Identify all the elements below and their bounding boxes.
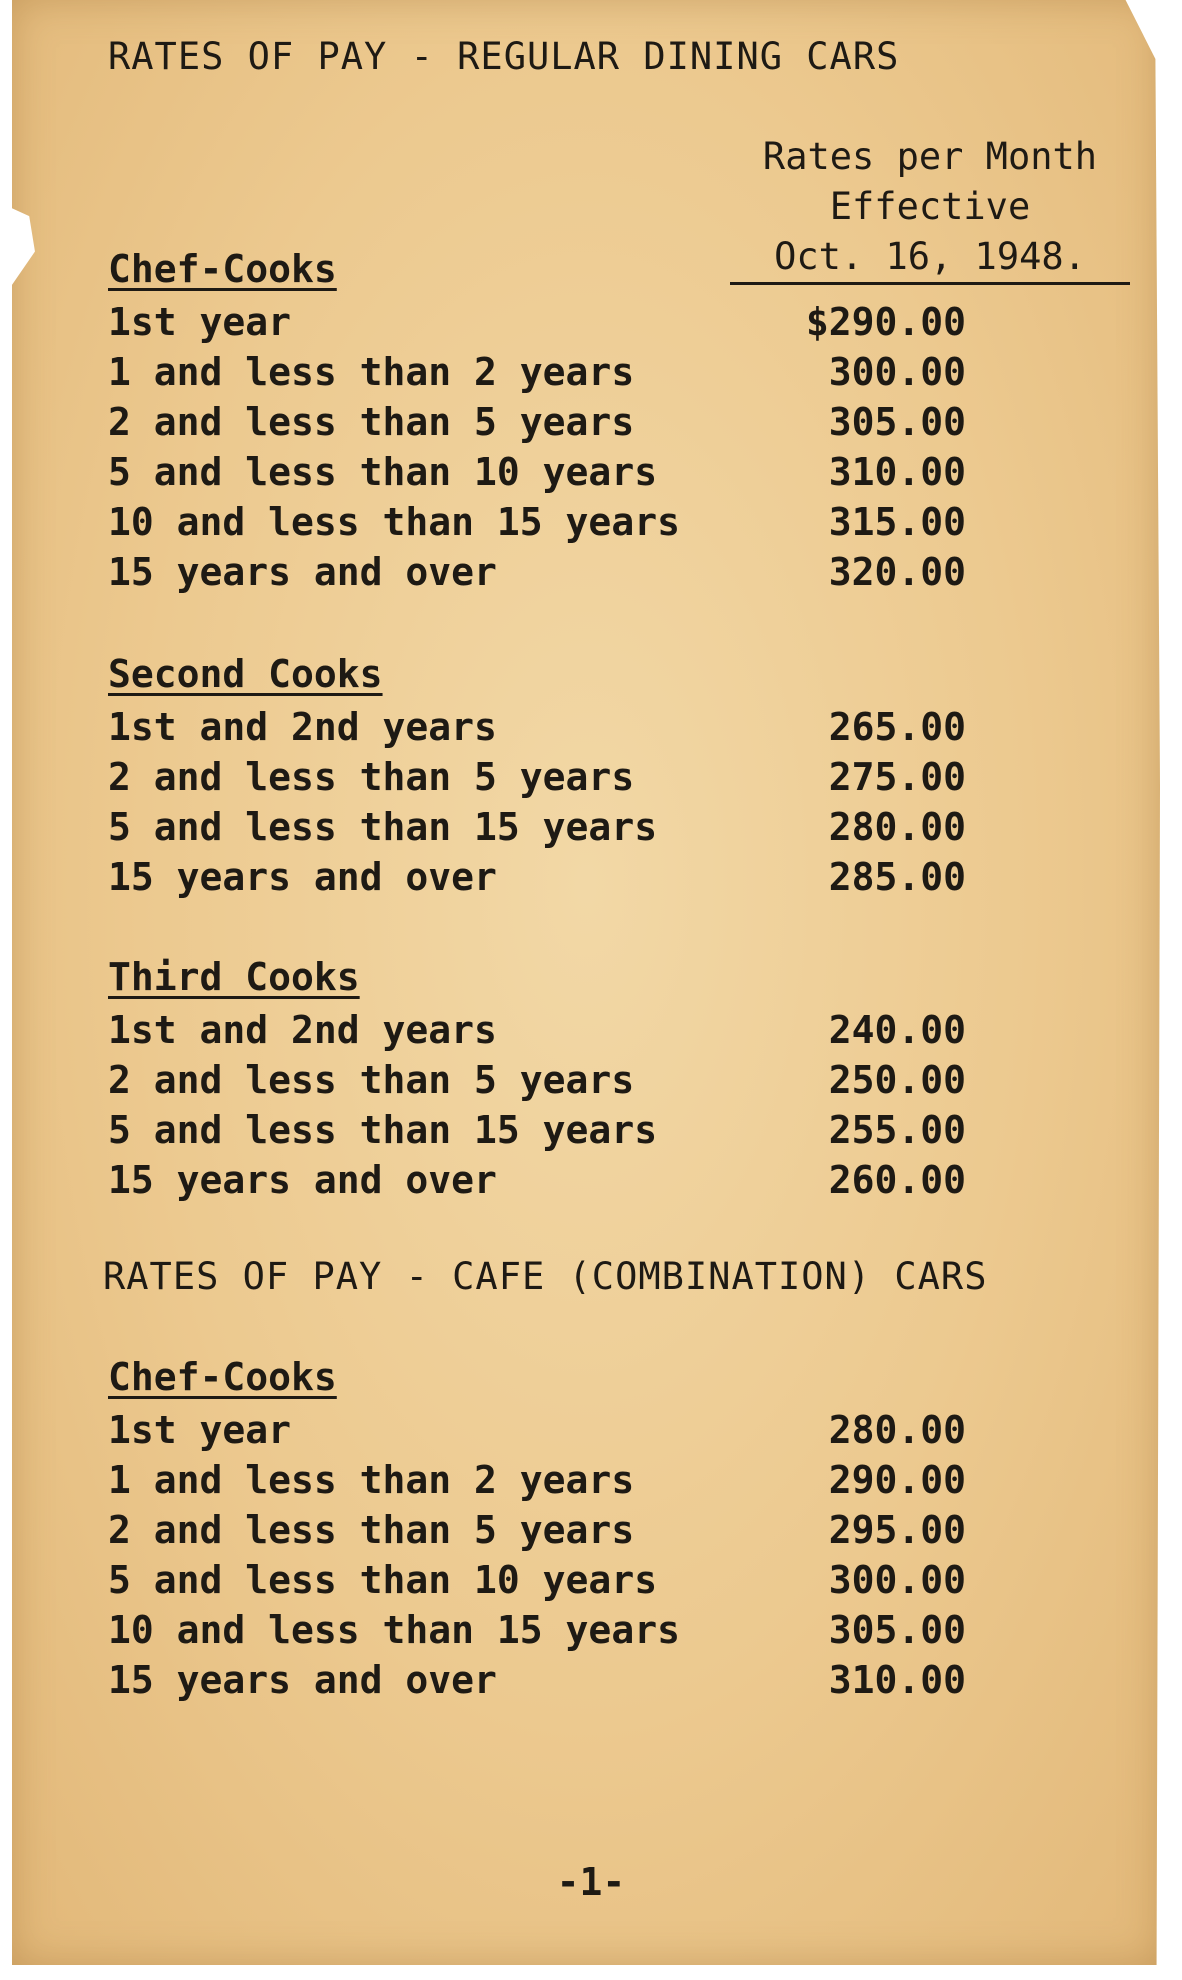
table-row bbox=[108, 1408, 1008, 1458]
table-row bbox=[108, 705, 1008, 755]
section-title-third-cooks: Third Cooks bbox=[108, 955, 360, 999]
table-row bbox=[108, 1508, 1008, 1558]
table-row bbox=[108, 1108, 1008, 1158]
table-row bbox=[108, 805, 1008, 855]
row-label: 5 and less than 15 years bbox=[108, 1108, 658, 1152]
column-header-line2: Effective bbox=[829, 185, 1031, 228]
page-number: -1- bbox=[556, 1860, 626, 1904]
row-amount: 320.00 bbox=[828, 550, 966, 594]
row-amount: 240.00 bbox=[828, 1008, 966, 1052]
table-row bbox=[108, 1158, 1008, 1208]
row-amount: 260.00 bbox=[828, 1158, 966, 1202]
row-amount: 255.00 bbox=[828, 1108, 966, 1152]
column-header-line3: Oct. 16, 1948. bbox=[730, 232, 1130, 285]
row-amount: 250.00 bbox=[828, 1058, 966, 1102]
row-label: 1 and less than 2 years bbox=[108, 1458, 635, 1502]
row-label: 1st year bbox=[108, 1408, 292, 1452]
column-header-line1: Rates per Month bbox=[762, 135, 1098, 178]
table-row bbox=[108, 1458, 1008, 1508]
row-amount: 285.00 bbox=[828, 855, 966, 899]
section-title-second-cooks: Second Cooks bbox=[108, 652, 383, 696]
row-label: 1st and 2nd years bbox=[108, 705, 497, 749]
row-label: 1st year bbox=[108, 300, 292, 344]
row-amount: 280.00 bbox=[828, 805, 966, 849]
row-label: 2 and less than 5 years bbox=[108, 1508, 635, 1552]
row-amount: 305.00 bbox=[828, 400, 966, 444]
row-amount: 300.00 bbox=[828, 1558, 966, 1602]
heading-cafe-combination-cars: RATES OF PAY - CAFE (COMBINATION) CARS bbox=[103, 1255, 988, 1298]
row-label: 15 years and over bbox=[108, 1658, 497, 1702]
row-label: 2 and less than 5 years bbox=[108, 1058, 635, 1102]
row-label: 1st and 2nd years bbox=[108, 1008, 497, 1052]
row-label: 15 years and over bbox=[108, 1158, 497, 1202]
row-amount: 280.00 bbox=[828, 1408, 966, 1452]
table-row bbox=[108, 400, 1008, 450]
table-row bbox=[108, 1008, 1008, 1058]
table-row bbox=[108, 1658, 1008, 1708]
table-row bbox=[108, 500, 1008, 550]
row-amount: 310.00 bbox=[828, 450, 966, 494]
row-amount: 295.00 bbox=[828, 1508, 966, 1552]
row-label: 15 years and over bbox=[108, 550, 497, 594]
row-label: 5 and less than 15 years bbox=[108, 805, 658, 849]
row-amount: $290.00 bbox=[805, 300, 966, 344]
table-row bbox=[108, 855, 1008, 905]
row-amount: 310.00 bbox=[828, 1658, 966, 1702]
table-row bbox=[108, 1058, 1008, 1108]
row-label: 10 and less than 15 years bbox=[108, 500, 680, 544]
row-label: 5 and less than 10 years bbox=[108, 450, 658, 494]
row-amount: 315.00 bbox=[828, 500, 966, 544]
row-amount: 275.00 bbox=[828, 755, 966, 799]
section-title-chef-cooks-cafe: Chef-Cooks bbox=[108, 1355, 337, 1399]
table-row bbox=[108, 350, 1008, 400]
heading-regular-dining-cars: RATES OF PAY - REGULAR DINING CARS bbox=[108, 35, 900, 78]
table-row bbox=[108, 1558, 1008, 1608]
row-label: 1 and less than 2 years bbox=[108, 350, 635, 394]
table-row bbox=[108, 550, 1008, 600]
row-amount: 300.00 bbox=[828, 350, 966, 394]
table-row bbox=[108, 755, 1008, 805]
row-label: 2 and less than 5 years bbox=[108, 755, 635, 799]
row-label: 5 and less than 10 years bbox=[108, 1558, 658, 1602]
row-label: 10 and less than 15 years bbox=[108, 1608, 680, 1652]
table-row bbox=[108, 1608, 1008, 1658]
row-amount: 290.00 bbox=[828, 1458, 966, 1502]
row-label: 2 and less than 5 years bbox=[108, 400, 635, 444]
row-label: 15 years and over bbox=[108, 855, 497, 899]
section-title-chef-cooks-regular: Chef-Cooks bbox=[108, 247, 337, 291]
row-amount: 265.00 bbox=[828, 705, 966, 749]
table-row bbox=[108, 450, 1008, 500]
column-header bbox=[730, 132, 1130, 285]
row-amount: 305.00 bbox=[828, 1608, 966, 1652]
table-row bbox=[108, 300, 1008, 350]
